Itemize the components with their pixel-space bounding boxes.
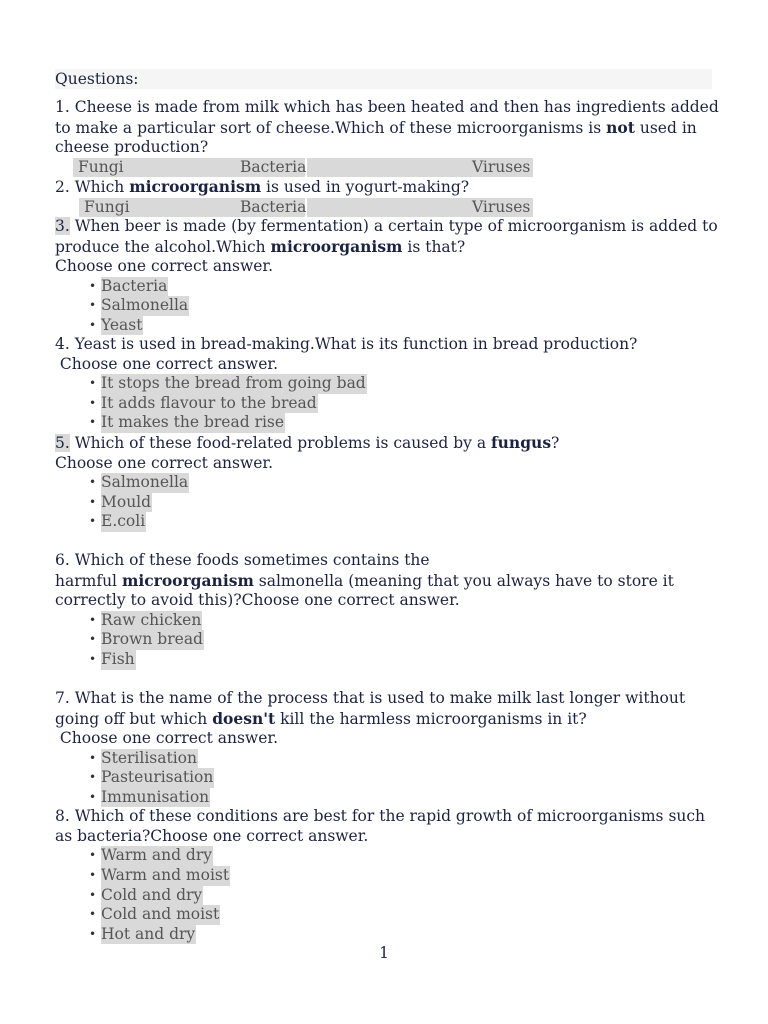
list-item[interactable]: • It makes the bread rise [89, 413, 285, 432]
q5-prompt: Choose one correct answer. [55, 453, 274, 472]
list-item[interactable]: • Warm and moist [89, 866, 230, 884]
list-item[interactable]: • Cold and dry [89, 885, 203, 904]
q5-option: Mould [101, 492, 152, 511]
q8-line2: as bacteria?Choose one correct answer. [55, 826, 369, 845]
list-item[interactable]: • Hot and dry [89, 924, 196, 943]
list-item[interactable]: • Bacteria [89, 276, 168, 295]
list-item[interactable]: • It adds flavour to the bread [89, 393, 317, 412]
list-item[interactable]: • Salmonella [89, 473, 189, 492]
list-item[interactable]: • Salmonella [89, 296, 189, 315]
q2-option-bacteria[interactable]: Bacteria [240, 197, 307, 216]
q3-option: Bacteria [101, 276, 168, 295]
q8-option: Cold and moist [101, 905, 220, 924]
list-item[interactable]: • It stops the bread from going bad [89, 374, 366, 393]
questions-heading: Questions: [55, 69, 712, 89]
questions-body [55, 98, 719, 944]
q4-option: It stops the bread from going bad [101, 374, 366, 393]
q5-line: 5. Which of these food-related problems is caused by a fungus? [55, 433, 560, 453]
q6-line2: harmful microorganism salmonella (meaning that you always have to store it [55, 570, 674, 590]
q7-prompt: Choose one correct answer. [55, 729, 278, 748]
q3-line1: 3. When beer is made (by fermentation) a certain type of microorganism is added to [55, 217, 718, 235]
q3-line2: produce the alcohol.Which microorganism is that? [55, 236, 466, 256]
q2-line: 2. Which microorganism is used in yogurt-making? [55, 177, 470, 196]
q8-option: Cold and dry [101, 885, 203, 904]
q4-option: It makes the bread rise [101, 413, 285, 432]
q8-line1: 8. Which of these conditions are best for the rapid growth of microorganisms such [55, 807, 706, 826]
q1-line3: cheese production? [55, 138, 209, 156]
q7-option: Pasteurisation [101, 768, 214, 787]
list-item[interactable]: • Mould [89, 492, 152, 511]
q7-option: Immunisation [101, 787, 210, 806]
q7-option: Sterilisation [101, 748, 197, 767]
list-item[interactable]: • E.coli [89, 512, 146, 531]
list-item[interactable]: • Cold and moist [89, 905, 220, 924]
q4-prompt: Choose one correct answer. [55, 354, 278, 373]
q6-option: Fish [101, 650, 135, 669]
q1-line2: to make a particular sort of cheese.Which of these microorganisms is not used in [55, 117, 697, 137]
q4-line1: 4. Yeast is used in bread-making.What is its function in bread production? [55, 335, 638, 354]
q6-option: Raw chicken [101, 610, 202, 629]
page-number: 1 [379, 944, 389, 962]
q3-choices [55, 277, 715, 336]
list-item[interactable]: • Immunisation [89, 787, 210, 806]
q5-option: Salmonella [101, 473, 189, 492]
q1-option-bacteria[interactable]: Bacteria [240, 157, 307, 176]
q6-option: Brown bread [101, 630, 203, 649]
q1-bold-not: not [606, 117, 635, 137]
q8-choices [55, 846, 715, 944]
q8-option: Hot and dry [101, 924, 196, 943]
q7-line1: 7. What is the name of the process that is used to make milk last longer without [55, 689, 686, 708]
list-item[interactable]: • Sterilisation [89, 748, 197, 767]
q2-option-viruses[interactable]: Viruses [472, 197, 531, 216]
q1-option-viruses[interactable]: Viruses [472, 157, 531, 176]
q3-option: Yeast [101, 315, 143, 334]
q1-answer-row [55, 158, 715, 178]
q6-line3: correctly to avoid this)?Choose one correct answer. [55, 591, 460, 610]
q4-option: It adds flavour to the bread [101, 393, 317, 412]
q1-option-fungi[interactable]: Fungi [78, 157, 124, 176]
list-item[interactable]: • Raw chicken [89, 610, 202, 629]
q5-option: E.coli [101, 512, 146, 531]
list-item[interactable]: • Fish [89, 650, 135, 669]
q8-option: Warm and moist [101, 866, 230, 884]
q2-option-fungi[interactable]: Fungi [84, 197, 130, 216]
q4-choices [55, 374, 715, 433]
q8-option: Warm and dry [101, 846, 213, 865]
q6-line1: 6. Which of these foods sometimes contains the [55, 551, 430, 570]
q7-choices [55, 749, 715, 808]
list-item[interactable]: • Warm and dry [89, 846, 213, 865]
q1-line1: 1. Cheese is made from milk which has been heated and then has ingredients added [55, 98, 719, 116]
list-item[interactable]: • Brown bread [89, 630, 203, 649]
q3-option: Salmonella [101, 296, 189, 315]
q6-choices [55, 611, 715, 670]
list-item[interactable]: • Yeast [89, 315, 143, 334]
q2-answer-row [55, 198, 715, 218]
q5-choices [55, 473, 715, 532]
q7-line2: going off but which doesn't kill the harmless microorganisms in it? [55, 708, 587, 728]
q3-prompt: Choose one correct answer. [55, 257, 274, 275]
list-item[interactable]: • Pasteurisation [89, 768, 214, 787]
